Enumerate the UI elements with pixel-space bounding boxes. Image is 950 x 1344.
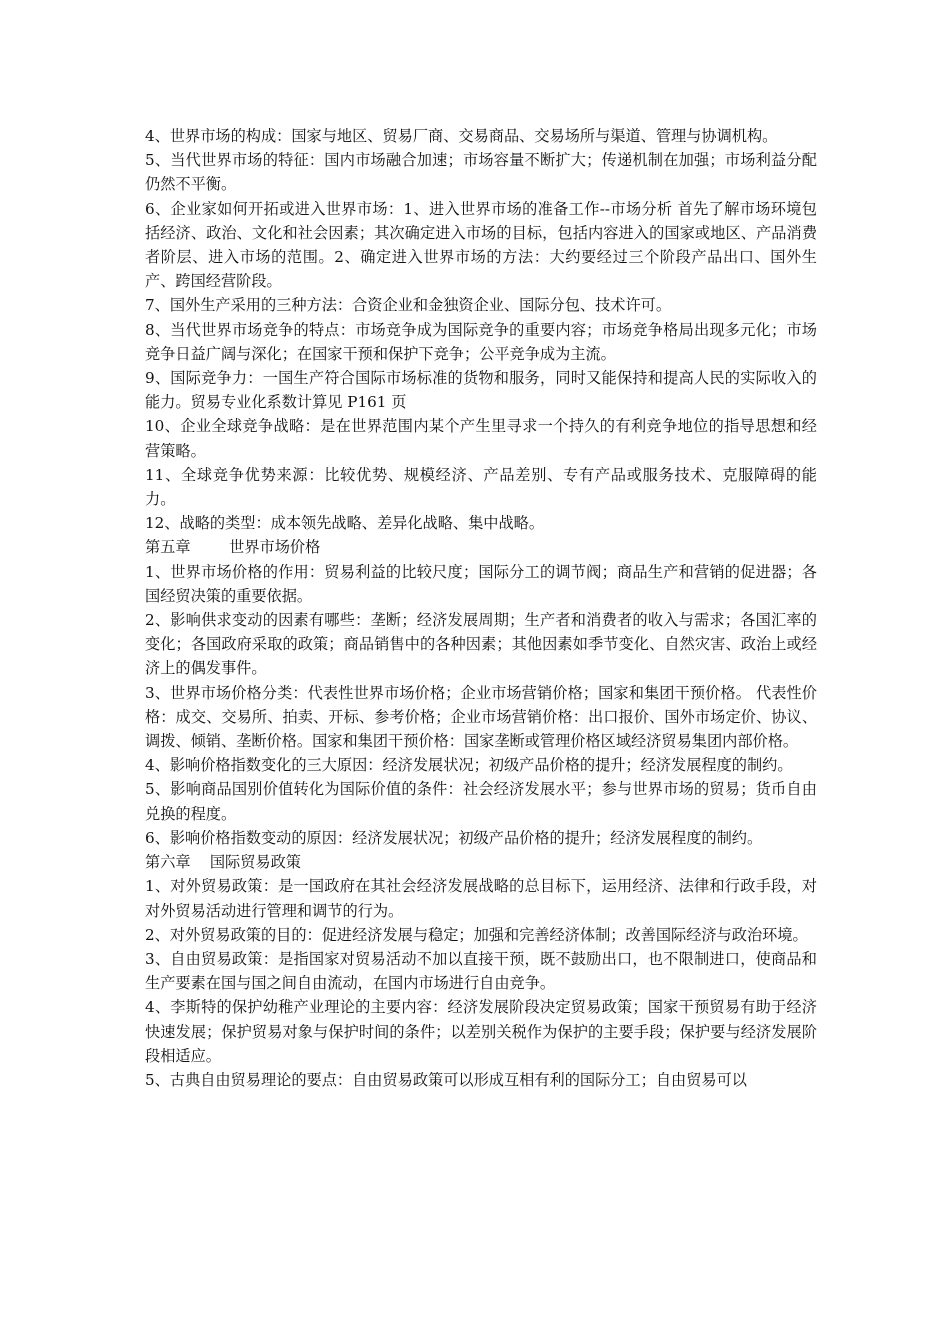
paragraph-competition-features: 8、当代世界市场竞争的特点：市场竞争成为国际竞争的重要内容；市场竞争格局出现多元化；市场竞争日益广阔与深化；在国家干预和保护下竞争；公平竞争成为主流。: [145, 320, 817, 363]
document-page: [145, 124, 817, 1092]
paragraph-free-trade-policy: 3、自由贸易政策：是指国家对贸易活动不加以直接干预，既不鼓励出口，也不限制进口，使商品和生产要素在国与国之间自由流动，在国内市场进行自由竞争。: [145, 949, 817, 993]
paragraph-international-value: 5、影响商品国别价值转化为国际价值的条件：社会经济发展水平；参与世界市场的贸易；货币自由兑换的程度。: [145, 780, 817, 823]
paragraph-advantage-sources: 11、全球竞争优势来源：比较优势、规模经济、产品差别、专有产品或服务技术、克服障碍的能力。: [145, 465, 817, 509]
paragraph-list-theory: 4、李斯特的保护幼稚产业理论的主要内容：经济发展阶段决定贸易政策；国家干预贸易有助于经济快速发展；保护贸易对象与保护时间的条件；以差别关税作为保护的主要手段；保护要与经济发展阶段相适应。: [145, 998, 817, 1065]
paragraph-market-composition: 4、世界市场的构成：国家与地区、贸易厂商、交易商品、交易场所与渠道、管理与协调机构。: [145, 127, 778, 145]
paragraph-trade-policy: 1、对外贸易政策：是一国政府在其社会经济发展战略的总目标下，运用经济、法律和行政手段，对对外贸易活动进行管理和调节的行为。: [145, 877, 817, 920]
paragraph-price-index-causes: 4、影响价格指数变化的三大原因：经济发展状况；初级产品价格的提升；经济发展程度的制约。: [145, 756, 793, 775]
paragraph-global-strategy: 10、企业全球竞争战略：是在世界范围内某个产生里寻求一个持久的有利竞争地位的指导思想和经营策略。: [145, 417, 817, 460]
paragraph-foreign-production: 7、国外生产采用的三种方法：合资企业和金独资企业、国际分包、技术许可。: [145, 296, 672, 315]
paragraph-competitiveness: 9、国际竞争力：一国生产符合国际市场标准的货物和服务，同时又能保持和提高人民的实际收入的能力。贸易专业化系数计算见 P161 页: [145, 369, 817, 412]
paragraph-classical-free-trade: 5、古典自由贸易理论的要点：自由贸易政策可以形成互相有利的国际分工；自由贸易可以: [145, 1070, 747, 1089]
paragraph-strategy-types: 12、战略的类型：成本领先战略、差异化战略、集中战略。: [145, 514, 545, 533]
paragraph-price-role: 1、世界市场价格的作用：贸易利益的比较尺度；国际分工的调节阀；商品生产和营销的促进器；各国经贸决策的重要依据。: [145, 562, 817, 605]
chapter-heading-5: 第五章 世界市场价格: [145, 538, 321, 557]
paragraph-market-features: 5、当代世界市场的特征：国内市场融合加速；市场容量不断扩大；传递机制在加强；市场利益分配仍然不平衡。: [145, 151, 817, 194]
paragraph-price-classification: 3、世界市场价格分类：代表性世界市场价格；企业市场营销价格；国家和集团干预价格。 代表性价格：成交、交易所、拍卖、开标、参考价格；企业市场营销价格：出口报价、国外市场定价、协议、调拨、倾销、垄断价格。国家和集团干预价格：国家垄断或管理价格区域经济贸易集团内部价格。: [145, 683, 817, 751]
chapter-heading-6: 第六章 国际贸易政策: [145, 853, 301, 872]
paragraph-supply-demand-factors: 2、影响供求变动的因素有哪些：垄断；经济发展周期；生产者和消费者的收入与需求；各国汇率的变化；各国政府采取的政策；商品销售中的各种因素；其他因素如季节变化、自然灾害、政治上或经济上的偶发事件。: [145, 611, 817, 678]
paragraph-entering-market: 6、企业家如何开拓或进入世界市场：1、进入世界市场的准备工作--市场分析 首先了解市场环境包括经济、政治、文化和社会因素；其次确定进入市场的目标，包括内容进入的国家或地区、产品消费者阶层、进入市场的范围。2、确定进入世界市场的方法：大约要经过三个阶段产品出口、国外生产、跨国经营阶段。: [145, 199, 817, 291]
paragraph-trade-policy-goals: 2、对外贸易政策的目的：促进经济发展与稳定；加强和完善经济体制；改善国际经济与政治环境。: [145, 925, 808, 944]
paragraph-price-index-change: 6、影响价格指数变动的原因：经济发展状况；初级产品价格的提升；经济发展程度的制约。: [145, 828, 763, 847]
